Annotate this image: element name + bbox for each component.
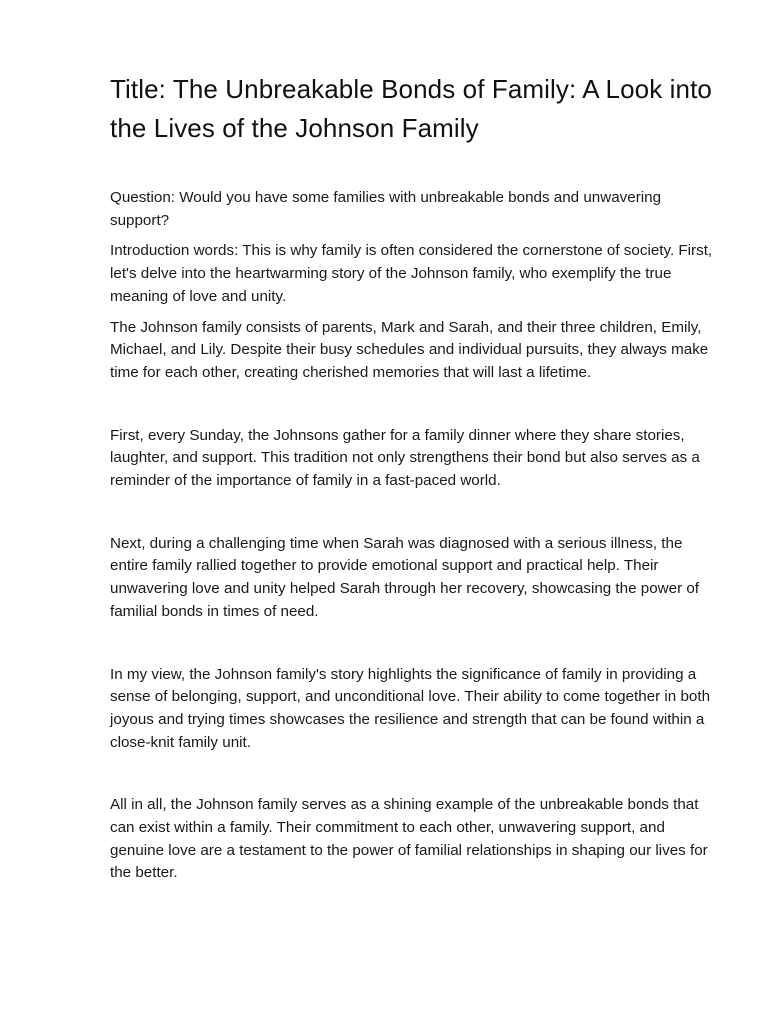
my-view-paragraph: In my view, the Johnson family's story highlights the significance of family in providing a sense of belonging, support, and unconditional love. Their ability to come together in both joyous and trying times showcases the resilience and strength that can be found within a close-knit family unit. (110, 665, 711, 751)
document-page (110, 70, 716, 885)
introduction-paragraph: Introduction words: This is why family is often considered the cornerstone of society. First, let's delve into the heartwarming story of the Johnson family, who exemplify the true meaning of love and unity. (110, 242, 713, 305)
family-overview-paragraph: The Johnson family consists of parents, Mark and Sarah, and their three children, Emily, Michael, and Lily. Despite their busy schedules and individual pursuits, they always make time for each other, creating cherished memories that will last a lifetime. (110, 318, 709, 381)
sunday-dinner-paragraph: First, every Sunday, the Johnsons gather for a family dinner where they share stories, laughter, and support. This tradition not only strengthens their bond but also serves as a reminder of the importance of family in a fast-paced world. (110, 426, 700, 490)
illness-support-paragraph: Next, during a challenging time when Sarah was diagnosed with a serious illness, the entire family rallied together to provide emotional support and practical help. Their unwavering love and unity helped Sarah through her recovery, showcasing the power of familial bonds in times of need. (110, 534, 700, 620)
conclusion-paragraph: All in all, the Johnson family serves as a shining example of the unbreakable bonds that can exist within a family. Their commitment to each other, unwavering support, and genuine love are a testament to the power of familial relationships in shaping our lives for the better. (110, 796, 708, 882)
document-body (110, 187, 716, 885)
question-paragraph: Question: Would you have some families with unbreakable bonds and unwavering support? (110, 189, 662, 229)
document-title: Title: The Unbreakable Bonds of Family: A Look into the Lives of the Johnson Family (110, 74, 712, 143)
